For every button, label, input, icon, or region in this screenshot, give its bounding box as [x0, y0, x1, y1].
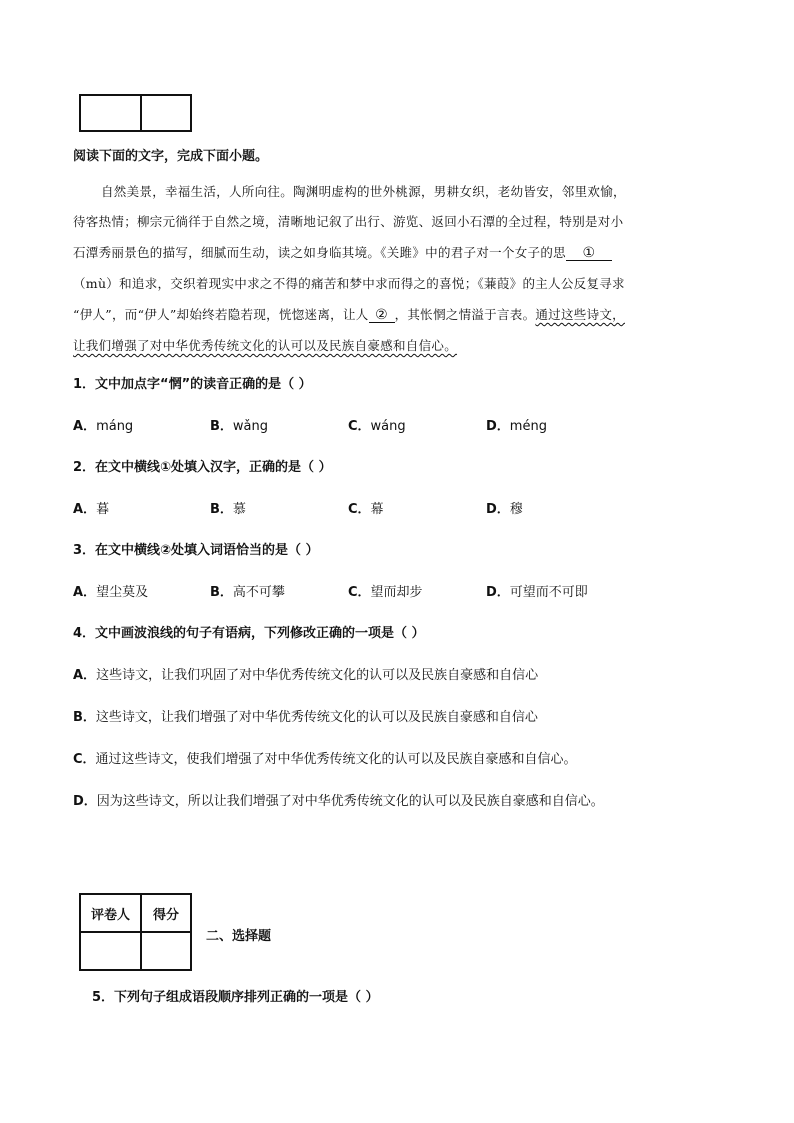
passage-line-5	[73, 305, 683, 323]
grader-cell	[80, 932, 141, 970]
question-2-option-d: D．穆	[486, 502, 523, 517]
score-header: 得分	[141, 894, 191, 932]
question-3-option-b: B．高不可攀	[210, 585, 285, 600]
blank-2: ②	[369, 308, 395, 323]
passage-line-5-text-b: ，其怅惘之情溢于言表。	[394, 307, 536, 322]
passage-line-3-text: 石潭秀丽景色的描写，细腻而生动，读之如身临其境。《关雎》中的君子对一个女子的思	[73, 245, 566, 260]
passage-line-5-text-a: “伊人”，而“伊人”却始终若隐若现，恍惚迷离，让人	[73, 307, 369, 322]
score-table-top	[79, 94, 192, 132]
passage-line-3	[73, 243, 683, 261]
question-4-option-d: D．因为这些诗文，所以让我们增强了对中华优秀传统文化的认可以及民族自豪感和自信心。	[73, 794, 604, 809]
reading-instruction: 阅读下面的文字，完成下面小题。	[73, 149, 269, 164]
question-5-stem: 5．下列句子组成语段顺序排列正确的一项是（ ）	[92, 990, 379, 1005]
question-3-option-d: D．可望而不可即	[486, 585, 588, 600]
passage-line-1: 自然美景，幸福生活，人所向往。陶渊明虚构的世外桃源，男耕女织，老幼皆安，邻里欢愉，	[101, 184, 626, 199]
score-table-section-2	[79, 893, 192, 971]
question-4-option-a: A．这些诗文，让我们巩固了对中华优秀传统文化的认可以及民族自豪感和自信心	[73, 668, 539, 683]
question-2-option-a: A．暮	[73, 502, 110, 517]
question-3-option-c: C．望而却步	[348, 585, 423, 600]
question-4-option-c: C．通过这些诗文，使我们增强了对中华优秀传统文化的认可以及民族自豪感和自信心。	[73, 752, 577, 767]
question-1-option-d: D．méng	[486, 419, 547, 434]
question-2-option-b: B．慕	[210, 502, 246, 517]
passage-line-4: （mù）和追求，交织着现实中求之不得的痛苦和梦中求而得之的喜悦；《蒹葭》的主人公反复寻求	[73, 276, 625, 291]
question-3-option-a: A．望尘莫及	[73, 585, 149, 600]
question-4-stem: 4．文中画波浪线的句子有语病，下列修改正确的一项是（ ）	[73, 626, 425, 641]
question-3-stem: 3．在文中横线②处填入词语恰当的是（ ）	[73, 543, 319, 558]
question-1-option-b: B．wǎng	[210, 419, 269, 434]
passage-line-6	[73, 336, 683, 354]
blank-1: ①	[566, 246, 612, 261]
score-cell-score	[141, 95, 191, 131]
question-1-stem: 1．文中加点字“惘”的读音正确的是（ ）	[73, 377, 312, 392]
section-title: 二、选择题	[206, 929, 272, 944]
score-cell-grader	[80, 95, 141, 131]
passage-line-2: 待客热情；柳宗元徜徉于自然之境，清晰地记叙了出行、游览、返回小石潭的全过程，特别是对小	[73, 214, 624, 229]
wavy-underlined-sentence-end: 让我们增强了对中华优秀传统文化的认可以及民族自豪感和自信心。	[73, 338, 458, 353]
question-1-option-a: A．máng	[73, 419, 134, 434]
score-cell	[141, 932, 191, 970]
wavy-underlined-sentence-start: 通过这些诗文，	[535, 307, 625, 322]
question-1-option-c: C．wáng	[348, 419, 406, 434]
grader-header: 评卷人	[80, 894, 141, 932]
question-2-stem: 2．在文中横线①处填入汉字，正确的是（ ）	[73, 460, 332, 475]
question-4-option-b: B．这些诗文，让我们增强了对中华优秀传统文化的认可以及民族自豪感和自信心	[73, 710, 538, 725]
question-2-option-c: C．幕	[348, 502, 384, 517]
